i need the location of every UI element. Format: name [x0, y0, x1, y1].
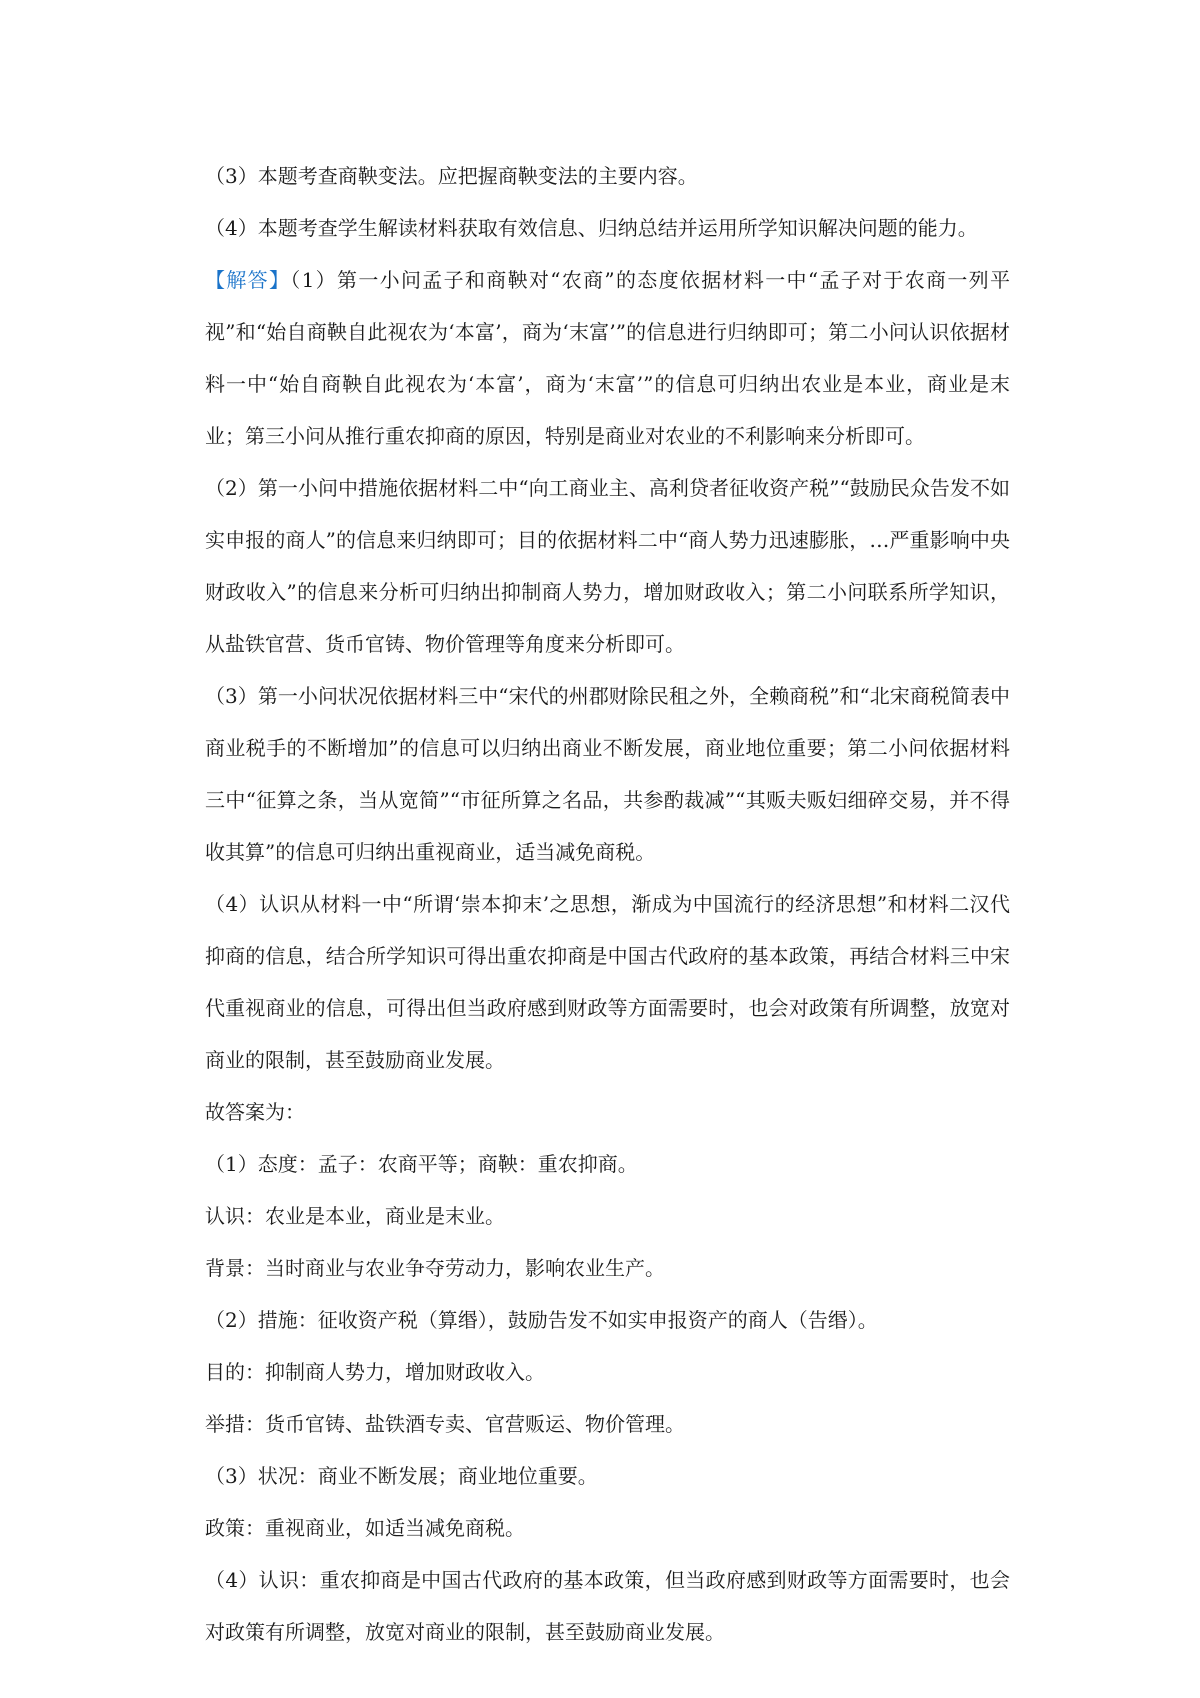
answer-intro-text: （1）第一小问孟子和商鞅对“农商”的态度依据材料一中“孟子对于农商一列平视”和“始自商鞅自此视农为‘本富’，商为‘末富’”的信息进行归纳即可；第二小问认识依据材料一中“始自商鞅自此视农为‘本富’，商为‘末富’”的信息可归纳出农业是本业，商业是末业；第三小问从推行重农抑商的原因，特别是商业对农业的不利影响来分析即可。 — [205, 268, 1010, 448]
answer-tag: 【解答】 — [205, 268, 291, 292]
final-answer-line: （2）措施：征收资产税（算缗），鼓励告发不如实申报资产的商人（告缗）。 — [205, 1308, 878, 1332]
answer-paragraph-2: （2）第一小问中措施依据材料二中“向工商业主、高利贷者征收资产税”“鼓励民众告发不如实申报的商人”的信息来归纳即可；目的依据材料二中“商人势力迅速膨胀，…严重影响中央财政收入”的信息来分析可归纳出抑制商人势力，增加财政收入；第二小问联系所学知识，从盐铁官营、货币官铸、物价管理等角度来分析即可。 — [205, 476, 1010, 656]
final-answer-lead: 故答案为： — [205, 1100, 305, 1124]
answer-paragraph-3: （3）第一小问状况依据材料三中“宋代的州郡财除民租之外，全赖商税”和“北宋商税简表中商业税手的不断增加”的信息可以归纳出商业不断发展，商业地位重要；第二小问依据材料三中“征算之条，当从宽简”“市征所算之名品，共参酌裁减”“其贩夫贩妇细碎交易，并不得收其算”的信息可归纳出重视商业，适当减免商税。 — [205, 684, 1010, 864]
answer-paragraph-4: （4）认识从材料一中“所谓‘崇本抑末’之思想，渐成为中国流行的经济思想”和材料二汉代抑商的信息，结合所学知识可得出重农抑商是中国古代政府的基本政策，再结合材料三中宋代重视商业的信息，可得出但当政府感到财政等方面需要时，也会对政策有所调整，放宽对商业的限制，甚至鼓励商业发展。 — [205, 892, 1010, 1072]
final-answer-line: 政策：重视商业，如适当减免商税。 — [205, 1516, 525, 1540]
analysis-item-3: （3）本题考查商鞅变法。应把握商鞅变法的主要内容。 — [205, 164, 698, 188]
analysis-item-4: （4）本题考查学生解读材料获取有效信息、归纳总结并运用所学知识解决问题的能力。 — [205, 216, 978, 240]
final-answer-line: （1）态度：孟子：农商平等；商鞅：重农抑商。 — [205, 1152, 638, 1176]
final-answer-line: 举措：货币官铸、盐铁酒专卖、官营贩运、物价管理。 — [205, 1412, 685, 1436]
final-answer-line: （3）状况：商业不断发展；商业地位重要。 — [205, 1464, 598, 1488]
final-answer-line: 认识：农业是本业，商业是末业。 — [205, 1204, 505, 1228]
final-answer-line: 目的：抑制商人势力，增加财政收入。 — [205, 1360, 545, 1384]
final-answer-line: （4）认识：重农抑商是中国古代政府的基本政策，但当政府感到财政等方面需要时，也会对政策有所调整，放宽对商业的限制，甚至鼓励商业发展。 — [205, 1568, 1010, 1644]
final-answer-line: 背景：当时商业与农业争夺劳动力，影响农业生产。 — [205, 1256, 665, 1280]
answer-intro-paragraph — [205, 254, 1010, 462]
